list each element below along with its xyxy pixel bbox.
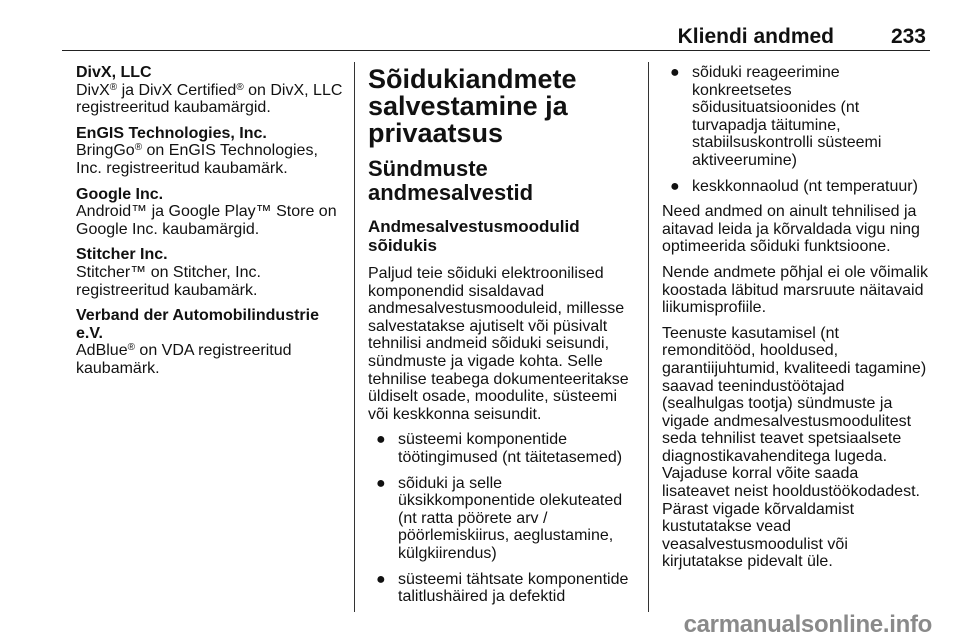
body-paragraph: Need andmed on ainult tehnilised ja aitavad leida ja kõrvaldada vigu ning optimeerida sõiduki funktsioone. — [662, 203, 920, 256]
body-paragraph: Nende andmete põhjal ei ole võimalik koostada läbitud marsruute näitavaid liikumisprofiile. — [662, 263, 928, 317]
company-name: DivX, LLC — [76, 64, 152, 81]
trademark-text: BringGo® on EnGIS Technologies, Inc. registreeritud kaubamärk. — [76, 142, 318, 177]
trademark-text: Stitcher™ on Stitcher, Inc. registreeritud kaubamärk. — [76, 263, 261, 299]
bullet-icon: ● — [376, 431, 386, 449]
watermark: carmanualsonline.info — [683, 611, 932, 638]
bullet-list — [368, 431, 636, 605]
page-number: 233 — [890, 25, 926, 48]
bullet-icon: ● — [376, 474, 386, 492]
trademark-entry — [76, 64, 348, 117]
trademark-entry — [76, 186, 348, 239]
company-name: Verband der Automobilindustrie e.V. — [76, 307, 319, 342]
column-trademarks — [76, 64, 348, 386]
company-name: EnGIS Technologies, Inc. — [76, 124, 267, 142]
trademark-text: DivX® ja DivX Certified® on DivX, LLC registreeritud kaubamärgid. — [76, 81, 343, 117]
column-divider — [648, 62, 649, 612]
body-paragraph: Paljud teie sõiduki elektroonilised komponendid sisaldavad andmesalvestusmooduleid, millesse salvestatakse ajutiselt või püsivalt tehnilisi andmeid sõiduki seisundi, sündmuste ja vigade kohta. Selle tehnilise teabega dokumenteeritakse üldiselt osade, moodulite, süsteemi või keskkonna seisundit. — [368, 265, 629, 423]
bullet-list — [662, 64, 930, 195]
bullet-icon: ● — [670, 177, 680, 195]
column-data-usage — [662, 64, 930, 579]
page-header — [62, 0, 930, 51]
trademark-entry — [76, 307, 348, 377]
header-title: Kliendi andmed — [677, 25, 834, 48]
list-item: ● sõiduki reageerimine konkreetsetes sõidusituatsioonides (nt turvapadja täitumine, stabiilsuskontrolli süsteemi aktiveerumine) — [670, 64, 882, 169]
bullet-icon: ● — [376, 570, 386, 588]
bullet-icon: ● — [670, 64, 680, 81]
column-divider — [354, 62, 355, 612]
list-item: ● süsteemi tähtsate komponentide talitlushäired ja defektid — [376, 570, 629, 606]
trademark-entry — [76, 246, 348, 299]
list-item: ● keskkonnaolud (nt temperatuur) — [670, 177, 918, 195]
column-data-recording — [368, 64, 636, 614]
list-item: ● süsteemi komponentide töötingimused (nt täitetasemed) — [376, 431, 623, 466]
list-item: ● sõiduki ja selle üksikkomponentide olekuteated (nt ratta pöörete arv / pöörlemiskiirus, aeglustamine, külgkiirendus) — [376, 474, 623, 562]
subsection-heading: Sündmuste andmesalvestid — [368, 156, 534, 205]
trademark-text: Android™ ja Google Play™ Store on Google Inc. kaubamärgid. — [76, 203, 337, 238]
company-name: Google Inc. — [76, 185, 164, 203]
section-heading: Sõidukiandmete salvestamine ja privaatsus — [368, 64, 577, 148]
company-name: Stitcher Inc. — [76, 246, 168, 264]
trademark-text: AdBlue® on VDA registreeritud kaubamärk. — [76, 342, 292, 377]
trademark-entry — [76, 125, 348, 178]
topic-heading: Andmesalvestusmoodulid sõidukis — [368, 217, 580, 255]
body-paragraph: Teenuste kasutamisel (nt remonditööd, hooldused, garantiijuhtumid, kvaliteedi tagamine) saavad teenindustöötajad (sealhulgas tootja) sündmuste ja vigade andmesalvestusmoodulitest seda tehnilist teavet spetsiaalsete diagnostikavahenditega lugeda. Vajaduse korral võite saada lisateavet neist hooldustöökodadest. Pärast vigade kõrvaldamist kustutatakse vead veasalvestusmoodulist või kirjutatakse pidevalt üle. — [662, 324, 927, 571]
